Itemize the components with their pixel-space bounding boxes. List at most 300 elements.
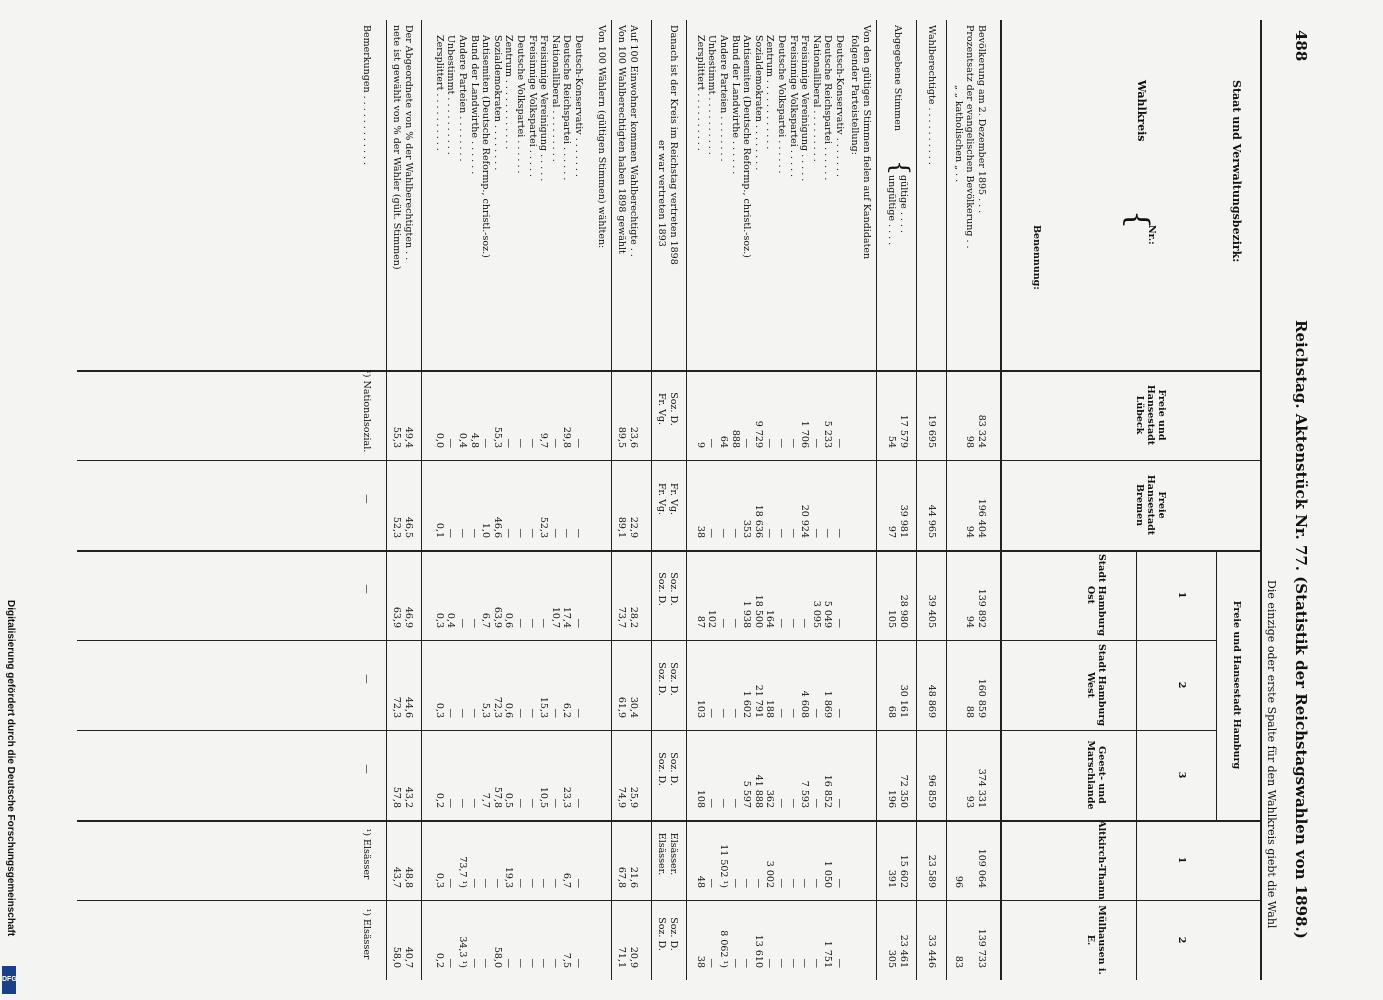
cell-party-pct: — [502, 438, 514, 448]
cell-bev2: 94 [963, 525, 975, 538]
cell-party-pct: — [514, 958, 526, 968]
row-label-abg2: nete ist gewählt von % der Wähler (gült. Stimmen) [390, 25, 402, 270]
cell-abg2: 58,0 [390, 946, 402, 968]
stimm-labels [615, 25, 638, 257]
cell-party-pct: — [444, 798, 456, 808]
cell-party-pct: — [526, 618, 538, 628]
cell-party-vote: 7 593 [798, 780, 810, 808]
pct-section-head: Von 100 Wählern (gültigen Stimmen) wählten: [595, 25, 607, 249]
kand-section-head [848, 25, 871, 259]
col-header-luebeck: Freie und Hansestadt Lübeck [1133, 384, 1167, 446]
party-pct-label: Unbestimmt . . . . . . . . . . [444, 35, 456, 155]
party-labels-votes [694, 35, 845, 258]
cell-party-vote: — [740, 438, 752, 448]
cell-party-pct: — [572, 708, 584, 718]
row-label-bev1: Bevölkerung am 2. Dezember 1895 . . . [975, 25, 987, 214]
cell-party-vote: — [810, 438, 822, 448]
cell-stimm1: 25,9 [627, 786, 639, 808]
cell-party-vote: — [810, 798, 822, 808]
cell-party-vote: 3 002 [763, 860, 775, 888]
cell-gueltige: 17 579 [897, 414, 909, 448]
page-number: 488 [1291, 30, 1310, 62]
rule-abg [876, 20, 877, 980]
dfg-logo-text: DFG [2, 976, 17, 983]
cell-party-pct: 7,5 [560, 952, 572, 968]
col-nr-altkirch: 1 [1175, 856, 1187, 864]
cell-ungueltige: 68 [885, 705, 897, 718]
cell-party-pct: — [549, 798, 561, 808]
cell-party-vote: 9 729 [752, 420, 764, 448]
cell-party-pct: — [479, 438, 491, 448]
cell-party-vote: — [729, 528, 741, 538]
party-vote-label: Freisinnige Volkspartei . . . . . [787, 35, 799, 178]
rotated-page [67, 20, 1317, 980]
vertreten-labels [655, 25, 678, 265]
cell-abg2: 72,3 [390, 696, 402, 718]
party-pct-label: Zentrum . . . . . . . . . . . . [502, 35, 514, 150]
cell-vertreten1898: Soz. D. [667, 752, 679, 786]
cell-party-pct: — [572, 798, 584, 808]
cell-abg2: 55,3 [390, 426, 402, 448]
cell-vertreten1898: Soz. D. [667, 662, 679, 696]
stub-wahlkreis: Wahlkreis [1134, 80, 1148, 142]
cell-party-pct: 10,5 [537, 786, 549, 808]
cell-party-vote: — [787, 528, 799, 538]
cell-gueltige: 28 980 [897, 594, 909, 628]
cell-party-vote: — [798, 878, 810, 888]
abg-brace: { [885, 160, 914, 176]
footer-credit [2, 600, 16, 990]
cell-wahlber: 39 405 [925, 594, 937, 628]
col-nr-hamburg-ost: 1 [1175, 591, 1187, 599]
cell-party-vote: — [833, 438, 845, 448]
cell-party-vote: 64 [717, 435, 729, 448]
cell-party-pct: — [537, 618, 549, 628]
cell-vertreten1893: Elsässer. [655, 832, 667, 876]
cell-bev2: 98 [963, 435, 975, 448]
rule-wahlber [916, 20, 917, 980]
cell-party-pct: 55,3 [491, 426, 503, 448]
cell-party-vote: 5 049 [821, 600, 833, 628]
cell-party-pct: 5,3 [479, 702, 491, 718]
cell-party-pct: — [549, 528, 561, 538]
cell-vertreten1898: Elsässer. [667, 832, 679, 876]
cell-party-pct: — [549, 708, 561, 718]
cell-stimm1: 20,9 [627, 946, 639, 968]
col-header-hamburg-west: Stadt Hamburg West [1084, 643, 1107, 727]
rule-group-header [1216, 550, 1217, 820]
stub-title: Staat und Verwaltungsbezirk: [1229, 80, 1243, 263]
cell-party-vote: — [729, 878, 741, 888]
cell-abg1: 43,2 [402, 786, 414, 808]
rule-col3 [77, 640, 1217, 641]
cell-party-pct: 15,3 [537, 696, 549, 718]
cell-party-pct: — [468, 798, 480, 808]
cell-party-pct: — [444, 878, 456, 888]
cell-vertreten1893: Soz. D. [655, 752, 667, 786]
cell-ungueltige: 54 [885, 435, 897, 448]
cell-vertreten1898: Soz. D. [667, 572, 679, 606]
cell-abg2: 57,8 [390, 786, 402, 808]
cell-party-vote: — [717, 618, 729, 628]
cell-party-vote: — [729, 708, 741, 718]
running-head: Reichstag. Aktenstück Nr. 77. (Statistik der Reichstagswahlen von 1898.) [1291, 320, 1310, 939]
cell-party-pct: 58,0 [491, 946, 503, 968]
cell-party-pct: 19,3 [502, 866, 514, 888]
cell-gueltige: 15 602 [897, 854, 909, 888]
party-vote-label: Zentrum . . . . . . . . . . . . [763, 35, 775, 150]
abgeordnete-labels [390, 25, 413, 270]
party-pct-label: Freisinnige Vereinigung . . . . . [537, 35, 549, 182]
col-nr-hamburg-west: 2 [1175, 681, 1187, 689]
cell-ungueltige: 105 [885, 609, 897, 628]
cell-party-vote: 103 [694, 699, 706, 718]
cell-stimm1: 28,2 [627, 606, 639, 628]
cell-party-pct: — [502, 958, 514, 968]
cell-party-pct: 6,7 [560, 872, 572, 888]
cell-party-pct: 0,5 [502, 792, 514, 808]
cell-party-pct: — [549, 958, 561, 968]
cell-vertreten1893: Soz. D. [655, 917, 667, 951]
party-pct-label: Deutsche Reichspartei . . . . . . [560, 35, 572, 181]
party-pct-label: Bund der Landwirthe . . . . . . [468, 35, 480, 175]
party-pct-label: Zersplittert . . . . . . . . . . [433, 35, 445, 151]
group-header: Freie und Hansestadt Hamburg [1230, 600, 1242, 770]
cell-party-vote: 188 [763, 699, 775, 718]
cell-party-vote: — [787, 958, 799, 968]
cell-party-vote: 38 [694, 955, 706, 968]
cell-ungueltige: 305 [885, 949, 897, 968]
cell-party-pct: — [514, 878, 526, 888]
party-vote-label: Freisinnige Vereinigung . . . . . [798, 35, 810, 182]
cell-party-pct: 0,3 [433, 872, 445, 888]
cell-party-pct: — [514, 438, 526, 448]
cell-party-vote: 38 [694, 525, 706, 538]
cell-bev1: 374 331 [975, 768, 987, 808]
cell-party-vote: — [775, 878, 787, 888]
cell-party-vote: — [740, 958, 752, 968]
row-label-abg: Abgegebene Stimmen [891, 25, 903, 131]
cell-party-pct: 57,8 [491, 786, 503, 808]
row-label-gueltige: gültige . . . . [897, 175, 909, 233]
cell-stimm2: 71,1 [615, 946, 627, 968]
cell-party-pct: 6,7 [479, 612, 491, 628]
cell-party-pct: — [537, 958, 549, 968]
rule-header-bottom [1000, 20, 1002, 980]
cell-wahlber: 48 869 [925, 684, 937, 718]
cell-party-vote: 8 062 ¹) [717, 930, 729, 968]
cell-bev1: 160 859 [975, 678, 987, 718]
cell-gueltige: 39 981 [897, 504, 909, 538]
rule-pct [421, 20, 422, 980]
cell-stimm1: 22,9 [627, 516, 639, 538]
cell-gueltige: 72 350 [897, 774, 909, 808]
cell-party-vote: — [810, 708, 822, 718]
cell-party-pct: — [456, 708, 468, 718]
cell-bev2: 88 [963, 705, 975, 718]
row-label-stimm2: Von 100 Wahlberechtigten haben 1898 gewählt [615, 25, 627, 254]
cell-party-pct: 63,9 [491, 606, 503, 628]
cell-party-vote: 888 [729, 429, 741, 448]
cell-party-pct: — [468, 708, 480, 718]
cell-party-pct: 0,2 [433, 952, 445, 968]
cell-abg2: 43,7 [390, 866, 402, 888]
cell-party-vote: 5 597 [740, 780, 752, 808]
cell-party-vote: — [775, 798, 787, 808]
cell-party-pct: — [572, 958, 584, 968]
party-vote-label: Sozialdemokraten . . . . . . . . [752, 35, 764, 171]
cell-party-pct: — [468, 528, 480, 538]
cell-party-vote: — [787, 878, 799, 888]
cell-party-vote: 18 636 [752, 504, 764, 538]
cell-party-vote: — [833, 708, 845, 718]
cell-vertreten1893: Soz. D. [655, 662, 667, 696]
cell-party-pct: — [526, 958, 538, 968]
cell-gueltige: 23 461 [897, 934, 909, 968]
cell-vertreten1893: Fr. Vg. [655, 392, 667, 426]
party-pct-label: Deutsch-Konservativ . . . . . . . [572, 35, 584, 177]
cell-party-pct: 72,3 [491, 696, 503, 718]
party-pct-label: Antisemiten (Deutsche Reformp., christl.-soz.) [479, 35, 491, 258]
cell-stimm1: 21,6 [627, 866, 639, 888]
cell-party-pct: 0,0 [433, 432, 445, 448]
col-nr-muelhausen: 2 [1175, 936, 1187, 944]
cell-party-vote: — [763, 528, 775, 538]
cell-party-pct: — [526, 438, 538, 448]
cell-party-vote: — [740, 878, 752, 888]
cell-party-vote: — [729, 618, 741, 628]
stub-brace: { [1119, 210, 1155, 230]
cell-party-vote: — [821, 528, 833, 538]
cell-party-pct: — [456, 528, 468, 538]
cell-party-pct: — [456, 798, 468, 808]
cell-party-vote: 18 500 [752, 594, 764, 628]
cell-bev1: 139 892 [975, 588, 987, 628]
cell-party-vote: 362 [763, 789, 775, 808]
cell-party-vote: 1 050 [821, 860, 833, 888]
cell-party-vote: — [717, 528, 729, 538]
cell-party-pct: — [468, 618, 480, 628]
party-vote-label: Deutsche Reichspartei . . . . . . [821, 35, 833, 181]
cell-party-pct: — [526, 708, 538, 718]
row-label-bev2: Prozentsatz der evangelischen Bevölkerung . . [963, 25, 975, 249]
cell-vertreten1898: Soz. D. [667, 917, 679, 951]
cell-party-pct: 9,7 [537, 432, 549, 448]
cell-party-vote: — [705, 958, 717, 968]
party-vote-label: Unbestimmt . . . . . . . . . . [705, 35, 717, 155]
party-vote-label: Deutsche Volkspartei . . . . . . [775, 35, 787, 174]
party-pct-label: Deutsche Volkspartei . . . . . . [514, 35, 526, 174]
cell-party-vote: — [833, 878, 845, 888]
cell-party-vote: — [763, 438, 775, 448]
cell-wahlber: 96 859 [925, 774, 937, 808]
cell-bev1: 196 404 [975, 498, 987, 538]
col-header-hamburg-ost: Stadt Hamburg Ost [1084, 553, 1107, 637]
cell-vertreten1898: Soz. D. [667, 392, 679, 426]
col-nr-geest: 3 [1175, 771, 1187, 779]
cell-party-pct: — [456, 618, 468, 628]
cell-bev1: 139 733 [975, 928, 987, 968]
party-pct-label: Nationalliberal . . . . . . . . . [549, 35, 561, 162]
cell-party-vote: — [729, 958, 741, 968]
cell-party-vote: 353 [740, 519, 752, 538]
cell-party-pct: 0,6 [502, 612, 514, 628]
cell-party-vote: 1 602 [740, 690, 752, 718]
page-content [67, 20, 1317, 980]
cell-party-pct: 52,3 [537, 516, 549, 538]
cell-party-pct: 46,6 [491, 516, 503, 538]
cell-abg1: 46,5 [402, 516, 414, 538]
row-labels-bevoelkerung [952, 25, 987, 249]
cell-party-vote: — [810, 958, 822, 968]
cell-party-vote: 16 852 [821, 774, 833, 808]
cell-party-vote: — [833, 958, 845, 968]
row-label-vertreten1893: er war vertreten 1893 [655, 140, 667, 247]
rule-vertreten [651, 20, 652, 980]
cell-party-pct: — [572, 878, 584, 888]
cell-bemerk: ¹) Elsässer [360, 828, 372, 880]
cell-party-pct: 17,4 [560, 606, 572, 628]
cell-party-pct: — [526, 528, 538, 538]
cell-party-vote: 1 869 [821, 690, 833, 718]
cell-party-pct: — [502, 528, 514, 538]
row-label-ungueltige: ungültige . . . . [885, 175, 897, 246]
cell-bemerk: — [360, 764, 372, 774]
party-pct-label: Freisinnige Volkspartei . . . . . [526, 35, 538, 178]
cell-party-vote: — [717, 798, 729, 808]
cell-party-pct: — [444, 958, 456, 968]
cell-party-vote: — [763, 958, 775, 968]
cell-party-pct: 1,0 [479, 522, 491, 538]
cell-stimm2: 67,8 [615, 866, 627, 888]
party-vote-label: Antisemiten (Deutsche Reformp., christl.-soz.) [740, 35, 752, 258]
cell-party-pct: 0,2 [433, 792, 445, 808]
cell-party-pct: — [468, 878, 480, 888]
cell-party-vote: — [833, 798, 845, 808]
cell-party-vote: 5 233 [821, 420, 833, 448]
cell-party-pct: 0,6 [502, 702, 514, 718]
row-label-vertreten1898: Danach ist der Kreis im Reichstag vertreten 1898 [667, 25, 679, 265]
cell-stimm1: 30,4 [627, 696, 639, 718]
cell-party-pct: — [444, 708, 456, 718]
cell-party-vote: 9 [694, 441, 706, 448]
cell-party-vote: — [810, 528, 822, 538]
cell-party-vote: 3 095 [810, 600, 822, 628]
cell-party-vote: — [798, 618, 810, 628]
cell-party-pct: 34,3 ¹) [456, 936, 468, 968]
cell-party-vote: — [717, 708, 729, 718]
party-vote-label: Andere Parteien . . . . . . . . [717, 35, 729, 162]
cell-abg1: 49,4 [402, 426, 414, 448]
cell-abg2: 63,9 [390, 606, 402, 628]
cell-party-pct: 0,4 [444, 612, 456, 628]
cell-party-pct: 73,7 ¹) [456, 856, 468, 888]
cell-bemerk: ¹) Elsässer [360, 908, 372, 960]
row-label-abg1: Der Abgeordnete von % der Wahlberechtigten . . [402, 25, 414, 261]
cell-party-vote: 108 [694, 789, 706, 808]
cell-party-pct: — [514, 618, 526, 628]
rule-abgeordnete [386, 20, 387, 980]
footer-text: Digitalisierung gefördert durch die Deutsche Forschungsgemeinschaft [5, 600, 16, 937]
cell-party-vote: 1 751 [821, 940, 833, 968]
rule-kand [686, 20, 687, 980]
stub-benennung: Benennung: [1030, 225, 1042, 290]
cell-wahlber: 23 589 [925, 854, 937, 888]
kand-head-line1: Von den gültigen Stimmen fielen auf Kandidaten [860, 25, 872, 260]
cell-party-vote: 13 610 [752, 934, 764, 968]
cell-party-vote: — [787, 618, 799, 628]
cell-party-vote: — [775, 708, 787, 718]
cell-party-vote: — [729, 798, 741, 808]
party-vote-label: Bund der Landwirthe . . . . . . [729, 35, 741, 175]
cell-party-pct: — [526, 878, 538, 888]
cell-abg1: 44,6 [402, 696, 414, 718]
rule-stimm [611, 20, 612, 980]
dfg-logo [2, 966, 16, 994]
cell-party-pct: 0,3 [433, 702, 445, 718]
cell-bev1: 109 064 [975, 848, 987, 888]
cell-party-pct: — [479, 878, 491, 888]
col-header-bremen: Freie Hansestadt Bremen [1133, 474, 1167, 536]
cell-party-pct: — [444, 438, 456, 448]
cell-stimm2: 89,1 [615, 516, 627, 538]
cell-party-pct: — [526, 798, 538, 808]
cell-party-vote: 164 [763, 609, 775, 628]
cell-party-vote: 1 938 [740, 600, 752, 628]
cell-party-pct: 10,7 [549, 606, 561, 628]
party-pct-label: Sozialdemokraten . . . . . . . . [491, 35, 503, 171]
row-label-wahlber: Wahlberechtigte . . . . . . . . . . [925, 25, 937, 165]
cell-bemerk: — [360, 674, 372, 684]
cell-vertreten1893: Soz. D. [655, 572, 667, 606]
cell-party-pct: — [572, 438, 584, 448]
cell-party-pct: 4,8 [468, 432, 480, 448]
cell-bev3: 96 [952, 875, 964, 888]
cell-party-vote: 102 [705, 609, 717, 628]
cell-party-vote: — [705, 878, 717, 888]
cell-party-vote: — [752, 878, 764, 888]
banner-text: Die einzige oder erste Spalte für den Wahlkreis giebt die Wahl [1264, 580, 1278, 929]
party-vote-label: Deutsch-Konservativ . . . . . . . [833, 35, 845, 177]
cell-bemerk: — [360, 584, 372, 594]
col-header-muelhausen: Mülhausen i. E. [1084, 905, 1107, 975]
col-header-altkirch: Altkirch-Thann [1095, 820, 1107, 900]
party-vote-label: Nationalliberal . . . . . . . . . [810, 35, 822, 162]
row-label-bemerk: Bemerkungen . . . . . . . . . . . . [360, 25, 372, 166]
cell-bev1: 83 324 [975, 414, 987, 448]
cell-abg1: 46,9 [402, 606, 414, 628]
cell-stimm1: 23,6 [627, 426, 639, 448]
cell-party-vote: — [775, 438, 787, 448]
cell-party-pct: 23,3 [560, 786, 572, 808]
cell-stimm2: 74,9 [615, 786, 627, 808]
cell-ungueltige: 97 [885, 525, 897, 538]
cell-party-vote: — [705, 438, 717, 448]
cell-bev3: 83 [952, 955, 964, 968]
party-labels-percent [433, 35, 584, 258]
kand-head-line2: folgender Parteistellung: [848, 35, 860, 155]
cell-party-pct: 0,3 [433, 612, 445, 628]
cell-party-vote: — [705, 798, 717, 808]
cell-party-pct: — [514, 528, 526, 538]
cell-party-vote: — [705, 528, 717, 538]
cell-party-vote: 20 924 [798, 504, 810, 538]
party-vote-label: Zersplittert . . . . . . . . . . [694, 35, 706, 151]
cell-party-pct: 0,1 [433, 522, 445, 538]
cell-party-vote: — [787, 798, 799, 808]
cell-party-vote: — [775, 618, 787, 628]
row-label-stimm1: Auf 100 Einwohner kommen Wahlberechtigte . . [627, 25, 639, 257]
